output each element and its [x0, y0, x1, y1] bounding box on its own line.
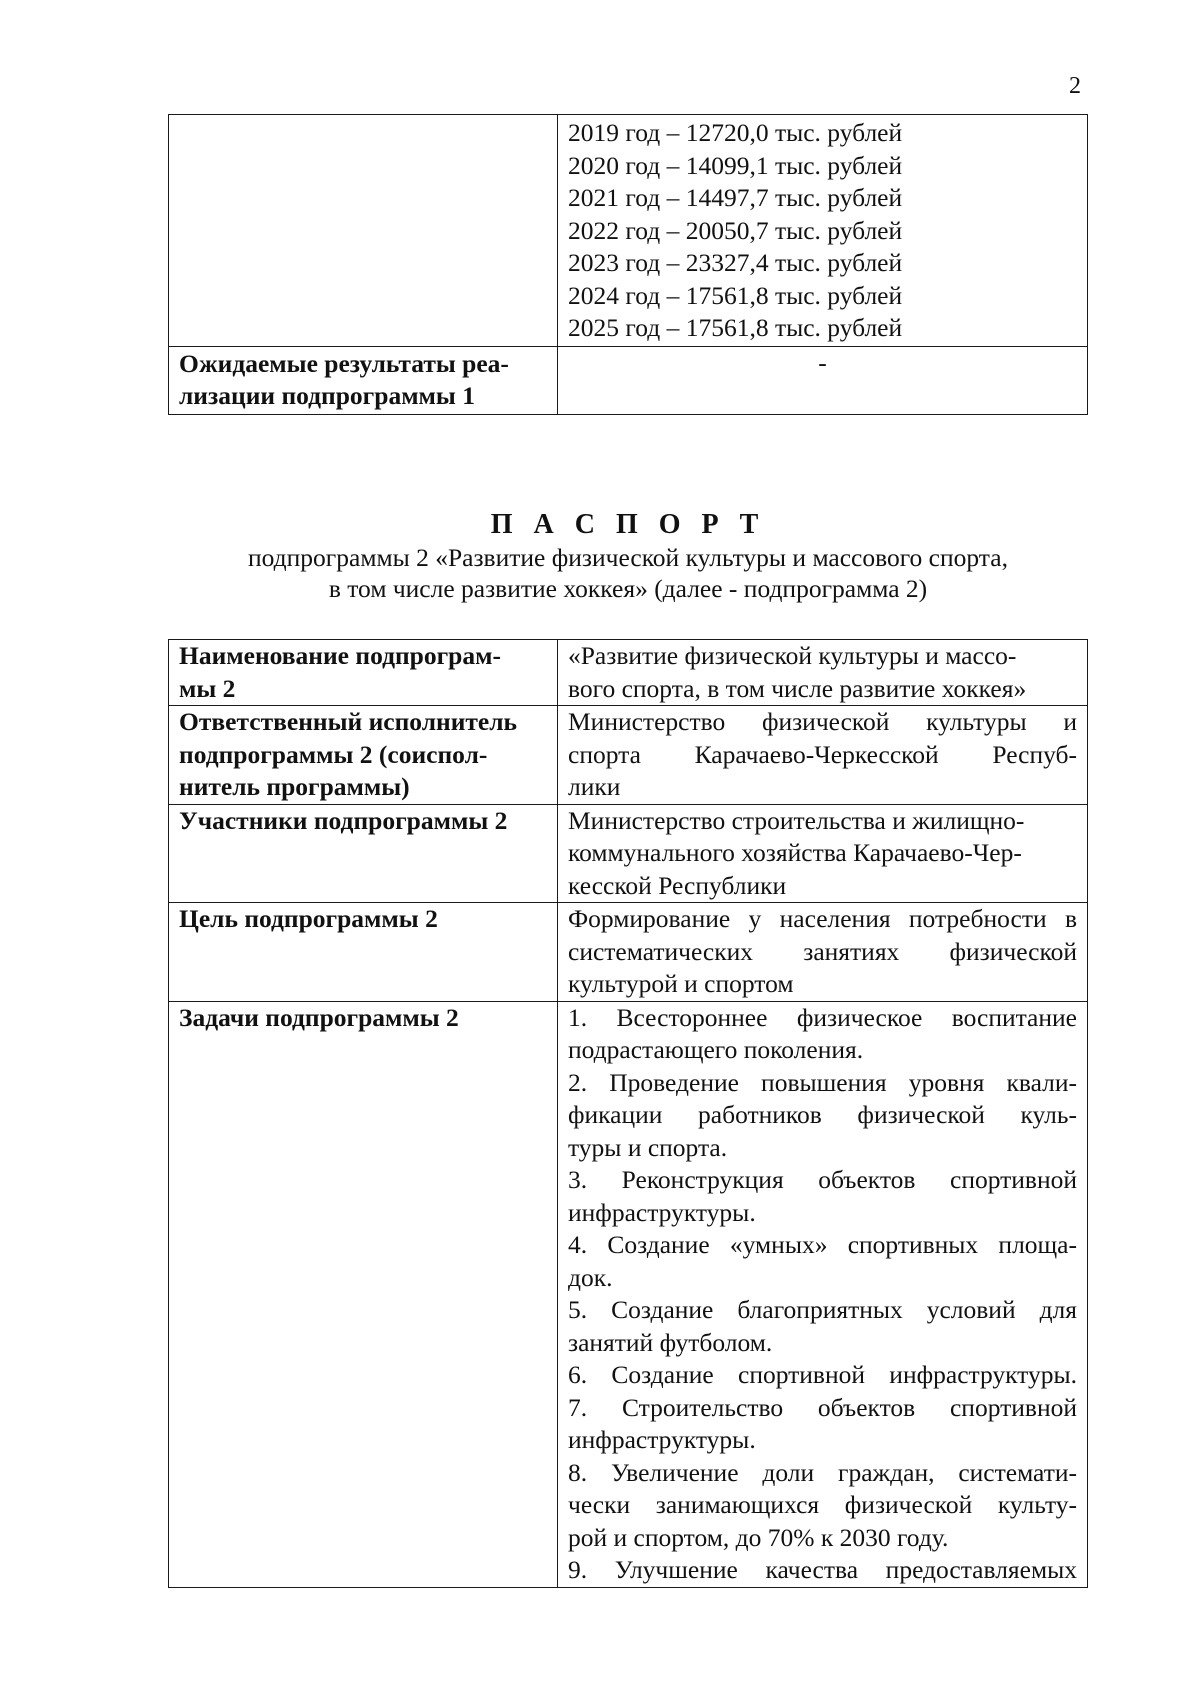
row-label — [169, 903, 558, 1002]
funding-line: 2025 год – 17561,8 тыс. рублей — [568, 313, 903, 342]
passport-subtitle-line: в том числе развитие хоккея» (далее - подпрограмма 2) — [328, 574, 928, 603]
task-line: инфраструктуры. — [568, 1425, 756, 1454]
passport-row-name — [169, 640, 1088, 706]
task-line: 2. Проведение повышения уровня квали- — [568, 1067, 1077, 1097]
label-line: Цель подпрограммы 2 — [179, 904, 438, 933]
row-value — [558, 1001, 1088, 1587]
funding-line: 2022 год – 20050,7 тыс. рублей — [568, 215, 903, 245]
task-line: чески занимающихся физической культу- — [568, 1490, 1077, 1519]
passport-table — [168, 639, 1088, 1588]
task-line: инфраструктуры. — [568, 1197, 756, 1227]
value-line: культурой и спортом — [568, 969, 794, 998]
task-line: подрастающего поколения. — [568, 1035, 864, 1064]
value-line: «Развитие физической культуры и массо- — [568, 641, 1017, 670]
page-number: 2 — [1069, 73, 1081, 99]
task-line: 9. Улучшение качества предоставляемых — [568, 1555, 1077, 1584]
task-line: 7. Строительство объектов спортивной — [568, 1392, 1077, 1422]
row-value — [558, 706, 1088, 805]
funding-line: 2019 год – 12720,0 тыс. рублей — [568, 118, 903, 147]
value-line: систематических занятиях физической — [568, 936, 1077, 966]
funding-line: 2024 год – 17561,8 тыс. рублей — [568, 280, 903, 310]
passport-row-participants — [169, 804, 1088, 903]
label-line: нитель программы) — [179, 772, 410, 801]
task-line: рой и спортом, до 70% к 2030 году. — [568, 1522, 949, 1552]
task-line: занятий футболом. — [568, 1327, 773, 1357]
funding-line: 2020 год – 14099,1 тыс. рублей — [568, 150, 903, 180]
funding-label-cell — [169, 115, 558, 347]
results-label-line: Ожидаемые результаты реа- — [179, 348, 509, 378]
task-line: 3. Реконструкция объектов спортивной — [568, 1165, 1077, 1194]
value-line: Формирование у населения потребности в — [568, 904, 1077, 933]
label-line: Участники подпрограммы 2 — [179, 805, 508, 835]
value-line: коммунального хозяйства Карачаево-Чер- — [568, 838, 1022, 867]
label-line: Наименование подпрограм- — [179, 641, 501, 670]
task-line: фикации работников физической куль- — [568, 1100, 1077, 1129]
value-line: Министерство строительства и жилищно- — [568, 805, 1025, 835]
funding-line: 2021 год – 14497,7 тыс. рублей — [568, 183, 903, 212]
value-line: лики — [568, 772, 621, 801]
passport-row-goal — [169, 903, 1088, 1002]
row-label — [169, 804, 558, 903]
label-line: Задачи подпрограммы 2 — [179, 1002, 459, 1032]
passport-subtitle-line: подпрограммы 2 «Развитие физической культуры и массового спорта, — [248, 543, 1008, 572]
task-line: 1. Всестороннее физическое воспитание — [568, 1002, 1077, 1032]
passport-row-responsible — [169, 706, 1088, 805]
label-line: Ответственный исполнитель — [179, 707, 518, 736]
funding-table — [168, 114, 1088, 415]
row-label — [169, 1001, 558, 1587]
row-label — [169, 640, 558, 706]
task-line: док. — [568, 1262, 613, 1292]
results-label-cell — [169, 346, 558, 414]
task-line: 6. Создание спортивной инфраструктуры. — [568, 1360, 1077, 1389]
passport-heading — [0, 508, 1200, 604]
passport-title: П А С П О Р Т — [490, 509, 766, 540]
funding-line: 2023 год – 23327,4 тыс. рублей — [568, 248, 903, 277]
results-label-line: лизации подпрограммы 1 — [179, 381, 475, 410]
value-line: вого спорта, в том числе развитие хоккея» — [568, 673, 1027, 703]
label-line: подпрограммы 2 (соиспол- — [179, 739, 488, 769]
results-row — [169, 346, 1088, 414]
passport-row-tasks — [169, 1001, 1088, 1587]
results-value-cell: - — [558, 346, 1088, 414]
task-line: 4. Создание «умных» спортивных площа- — [568, 1230, 1077, 1259]
task-line: 8. Увеличение доли граждан, системати- — [568, 1457, 1077, 1487]
funding-row — [169, 115, 1088, 347]
task-line: туры и спорта. — [568, 1132, 728, 1162]
row-value — [558, 640, 1088, 706]
task-line: 5. Создание благоприятных условий для — [568, 1295, 1077, 1324]
row-value — [558, 903, 1088, 1002]
label-line: мы 2 — [179, 673, 236, 703]
value-line: кесской Республики — [568, 870, 787, 900]
funding-values-cell — [558, 115, 1088, 347]
row-label — [169, 706, 558, 805]
value-line: спорта Карачаево-Черкесской Респуб- — [568, 739, 1077, 769]
value-line: Министерство физической культуры и — [568, 707, 1077, 736]
row-value — [558, 804, 1088, 903]
